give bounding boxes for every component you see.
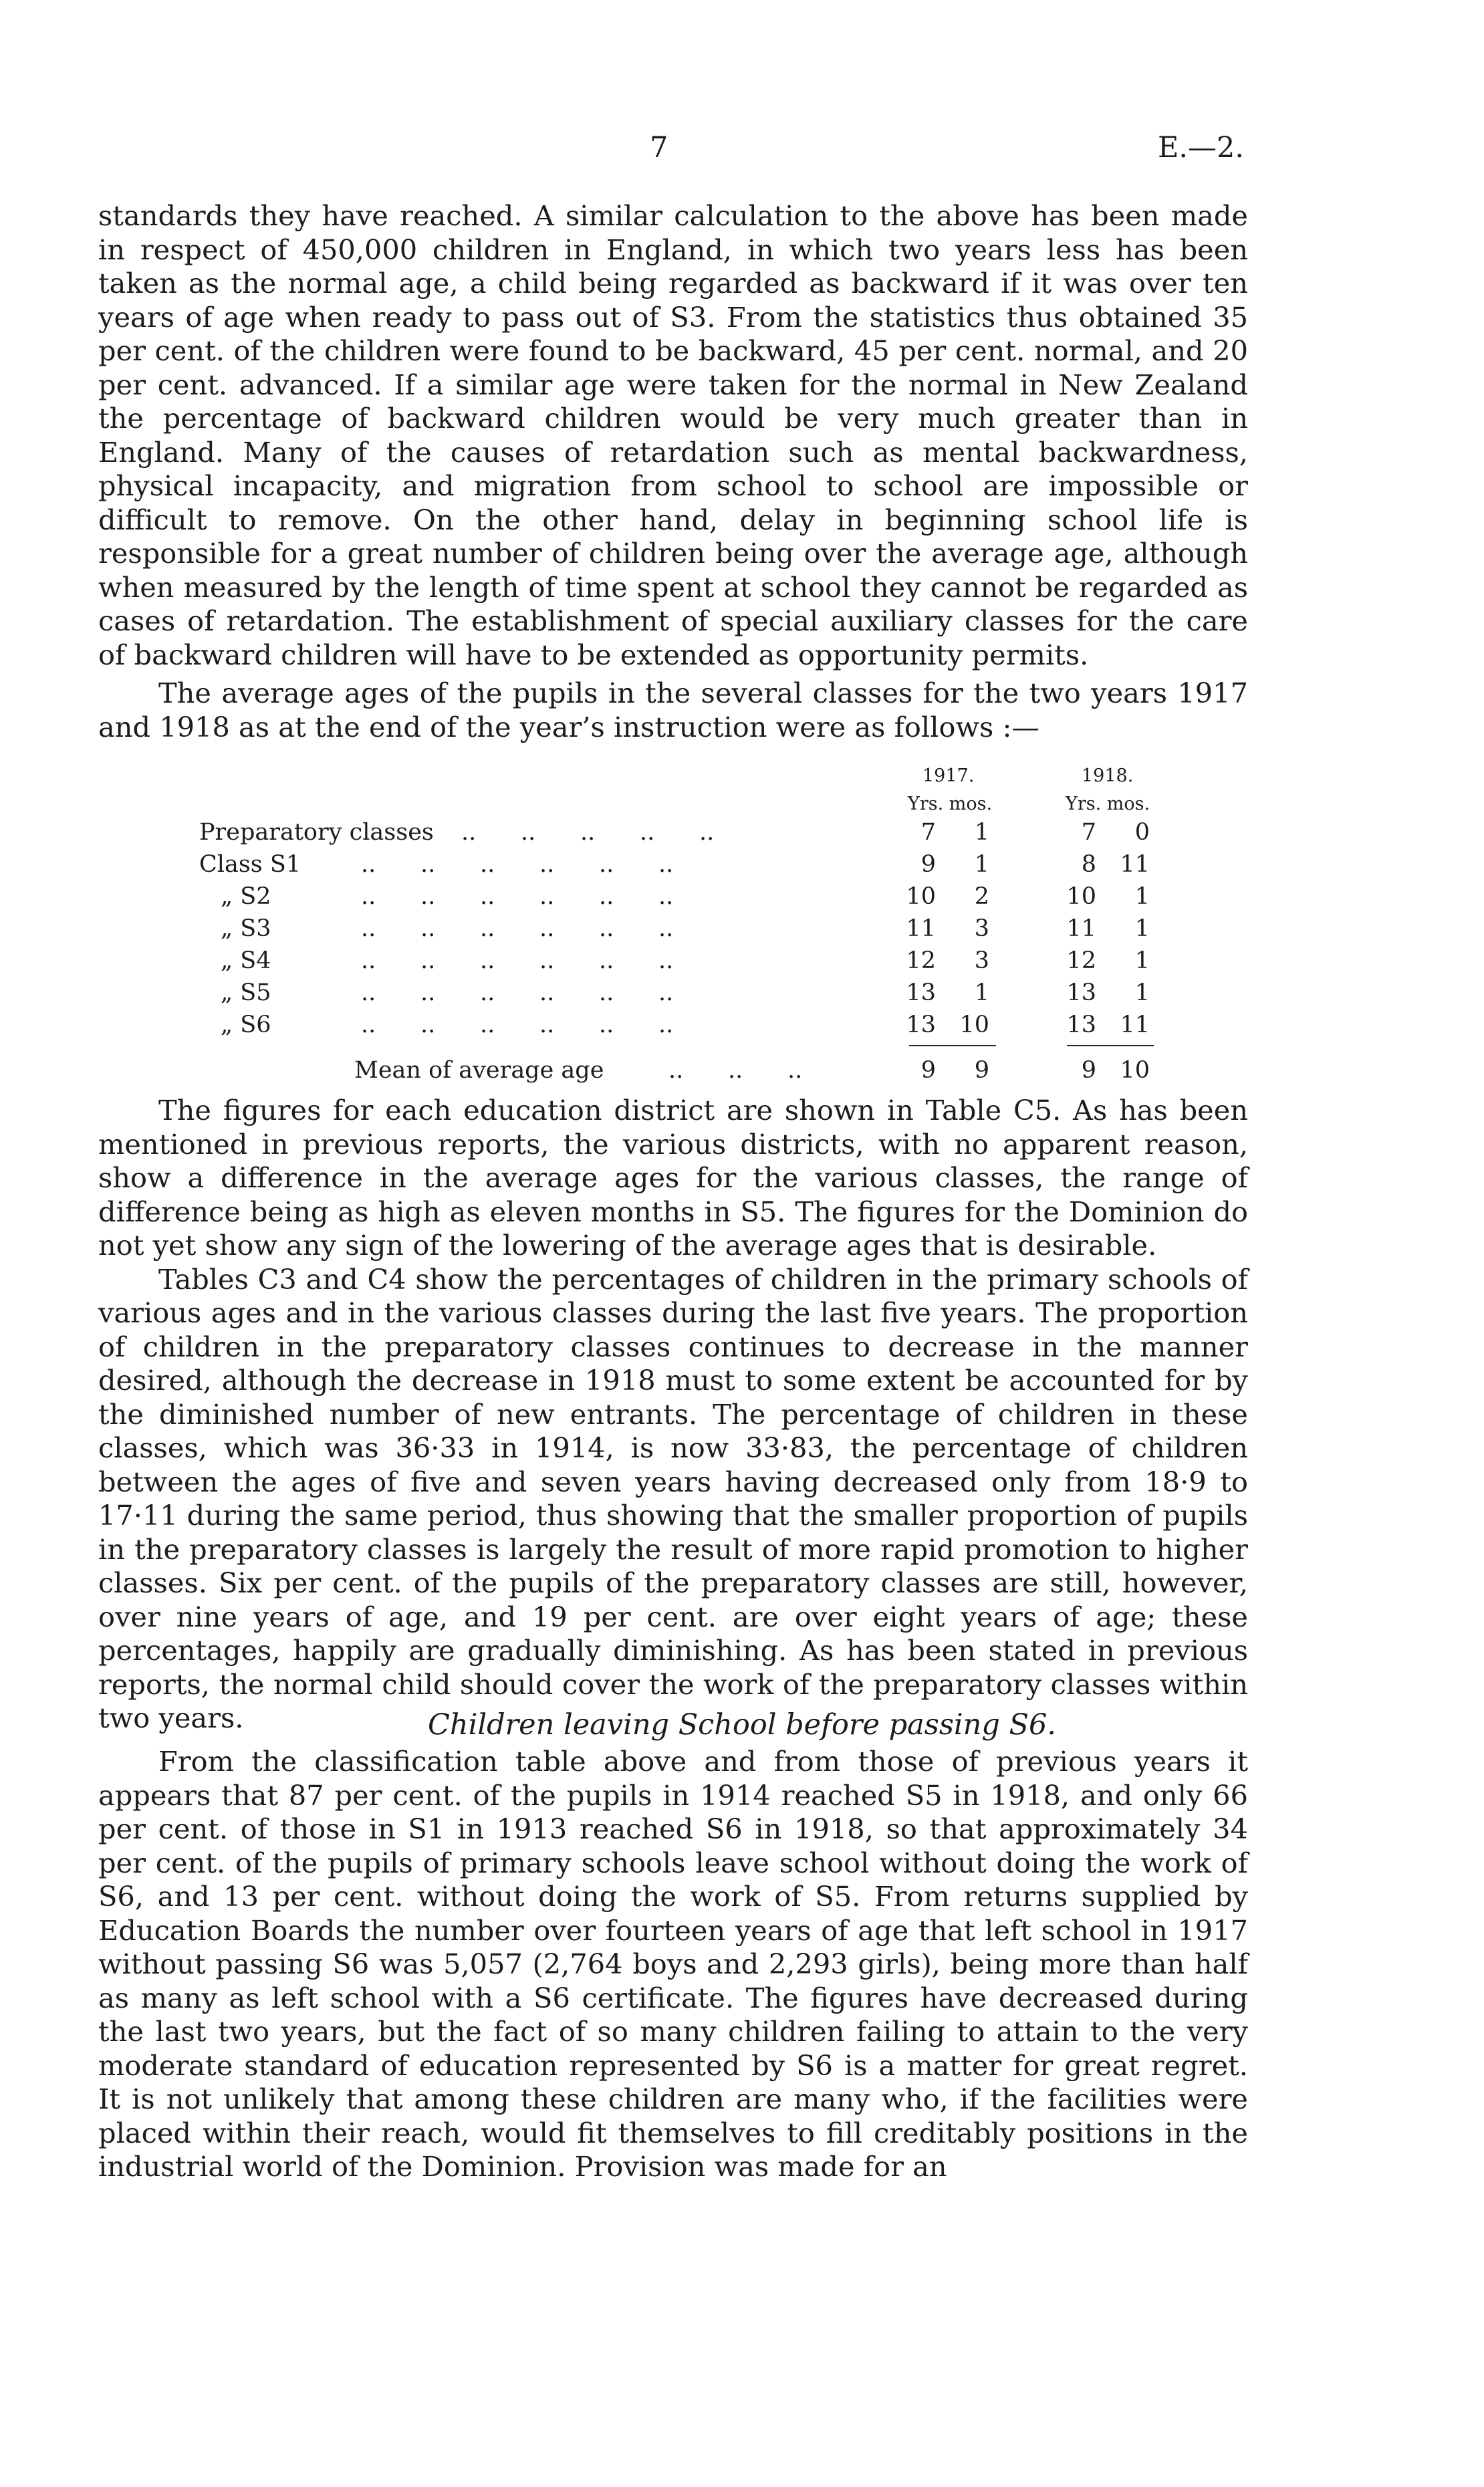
cell-1918-mos: 1 <box>1134 947 1150 974</box>
cell-1918-mos: 1 <box>1134 883 1150 910</box>
table-row-mean <box>0 1057 1484 1089</box>
cell-1918-mos: 1 <box>1134 915 1150 942</box>
table-row <box>0 947 1484 979</box>
cell-1918-mos: 11 <box>1120 1012 1150 1038</box>
cell-1918-yrs: 10 <box>1066 883 1096 910</box>
document-reference: E.—2. <box>1158 131 1245 164</box>
cell-mean-1917-yrs: 9 <box>920 1057 936 1084</box>
row-label: Preparatory classes <box>199 819 434 846</box>
cell-1917-yrs: 13 <box>906 979 936 1006</box>
mean-label: Mean of average age <box>354 1057 604 1084</box>
column-header-1918: 1918. <box>1082 765 1134 786</box>
cell-1918-yrs: 13 <box>1066 979 1096 1006</box>
cell-1917-mos: 3 <box>974 947 989 974</box>
leader-dots: .. .. .. .. .. .. <box>361 1012 674 1038</box>
column-units-1918: Yrs. mos. <box>1066 794 1150 814</box>
cell-1917-yrs: 13 <box>906 1012 936 1038</box>
cell-1917-mos: 1 <box>974 819 989 846</box>
leader-dots: .. .. .. <box>668 1057 803 1084</box>
cell-1918-mos: 0 <box>1134 819 1150 846</box>
cell-1918-yrs: 11 <box>1066 915 1096 942</box>
leader-dots: .. .. .. .. .. .. <box>361 851 674 878</box>
paragraph-text: From the classification table above and from those of previous years it appears that 87 per cent. of the pupils in 1914 reached S5 in 1918, and only 66 per cent. of those in S1 in 1913 reached S6 in 1918, so that approximately 34 per cent. of the pupils of primary schools leave school without doing the work of S6, and 13 per cent. without doing the work of S5. From returns supplied by Education Boards the number over fourteen years of age that left school in 1917 without passing S6 was 5,057 (2,764 boys and 2,293 girls), being more than half as many as left school with a S6 certificate. The figures have decreased during the last two years, but the fact of so many children failing to attain to the very moderate standard of education represented by S6 is a matter for great regret. It is not unlikely that among these children are many who, if the facilities were placed within their reach, would fit themselves to fill creditably positions in the industrial world of the Dominion. Provision was made for an <box>98 1745 1248 2183</box>
cell-1918-yrs: 8 <box>1081 851 1096 878</box>
paragraph-retardation <box>98 199 1248 672</box>
column-units-1917: Yrs. mos. <box>908 794 993 814</box>
cell-mean-1918-yrs: 9 <box>1081 1057 1096 1084</box>
cell-1918-yrs: 7 <box>1081 819 1096 846</box>
column-header-1917: 1917. <box>922 765 975 786</box>
row-label: „ S6 <box>221 1012 271 1038</box>
average-ages-table <box>0 765 1484 1084</box>
cell-1917-yrs: 7 <box>920 819 936 846</box>
cell-1917-mos: 1 <box>974 979 989 1006</box>
paragraph-text: The average ages of the pupils in the several classes for the two years 1917 and 1918 as at the end of the year’s instruction were as follows :— <box>98 677 1248 743</box>
table-row <box>0 819 1484 851</box>
leader-dots: .. .. .. .. .. <box>461 819 715 846</box>
cell-mean-1918-mos: 10 <box>1120 1057 1150 1084</box>
leader-dots: .. .. .. .. .. .. <box>361 947 674 974</box>
total-rule-1918 <box>1067 1045 1154 1046</box>
table-row <box>0 915 1484 947</box>
row-label: „ S5 <box>221 979 271 1006</box>
row-label: „ S2 <box>221 883 271 910</box>
cell-1917-mos: 3 <box>974 915 989 942</box>
row-label: „ S4 <box>221 947 271 974</box>
table-row <box>0 851 1484 883</box>
row-label: Class S1 <box>199 851 301 878</box>
section-heading: Children leaving School before passing S6. <box>427 1708 1057 1742</box>
table-row <box>0 979 1484 1012</box>
paragraph-text: Tables C3 and C4 show the percentages of children in the primary schools of various ages and in the various classes during the last five years. The proportion of children in the preparatory classes continues to decrease in the manner desired, although the decrease in 1918 must to some extent be accounted for by the diminished number of new entrants. The percentage of children in these classes, which was 36·33 in 1914, is now 33·83, the percentage of children between the ages of five and seven years having decreased only from 18·9 to 17·11 during the same period, thus showing that the smaller proportion of pupils in the preparatory classes is largely the result of more rapid promotion to higher classes. Six per cent. of the pupils of the preparatory classes are still, however, over nine years of age, and 19 per cent. are over eight years of age; these percentages, happily are gradually diminishing. As has been stated in previous reports, the normal child should cover the work of the preparatory classes within two years. <box>98 1262 1248 1734</box>
leader-dots: .. .. .. .. .. .. <box>361 979 674 1006</box>
cell-1917-mos: 2 <box>974 883 989 910</box>
row-label: „ S3 <box>221 915 271 942</box>
table-row <box>0 883 1484 915</box>
cell-1917-yrs: 11 <box>906 915 936 942</box>
leader-dots: .. .. .. .. .. .. <box>361 915 674 942</box>
cell-1917-mos: 1 <box>974 851 989 878</box>
cell-1917-yrs: 9 <box>920 851 936 878</box>
cell-1918-mos: 11 <box>1120 851 1150 878</box>
cell-1917-mos: 10 <box>959 1012 989 1038</box>
total-rule-1917 <box>909 1045 996 1046</box>
paragraph-average-ages-intro <box>98 677 1248 744</box>
page-header <box>0 131 1484 171</box>
page-number: 7 <box>650 131 668 164</box>
cell-1917-yrs: 10 <box>906 883 936 910</box>
cell-mean-1917-mos: 9 <box>974 1057 989 1084</box>
paragraph-text: The figures for each education district are shown in Table C5. As has been mentioned in previous reports, the various districts, with no apparent reason, show a difference in the average ages for the various classes, the range of difference being as high as eleven months in S5. The figures for the Dominion do not yet show any sign of the lowering of the average ages that is desirable. <box>98 1094 1248 1262</box>
cell-1918-mos: 1 <box>1134 979 1150 1006</box>
cell-1918-yrs: 12 <box>1066 947 1096 974</box>
paragraph-district-figures <box>98 1094 1248 1736</box>
paragraph-leaving-school <box>98 1745 1248 2184</box>
paragraph-text: standards they have reached. A similar calculation to the above has been made in respect of 450,000 children in England, in which two years less has been taken as the normal age, a child being regarded as backward if it was over ten years of age when ready to pass out of S3. From the statistics thus obtained 35 per cent. of the children were found to be backward, 45 per cent. normal, and 20 per cent. advanced. If a similar age were taken for the normal in New Zealand the percentage of backward children would be very much greater than in England. Many of the causes of retardation such as mental backwardness, physical incapacity, and migration from school to school are impossible or difficult to remove. On the other hand, delay in beginning school life is responsible for a great number of children being over the average age, although when measured by the length of time spent at school they cannot be regarded as cases of retardation. The establishment of special auxiliary classes for the care of backward children will have to be extended as opportunity permits. <box>98 199 1248 671</box>
leader-dots: .. .. .. .. .. .. <box>361 883 674 910</box>
table-row <box>0 1012 1484 1044</box>
cell-1917-yrs: 12 <box>906 947 936 974</box>
cell-1918-yrs: 13 <box>1066 1012 1096 1038</box>
